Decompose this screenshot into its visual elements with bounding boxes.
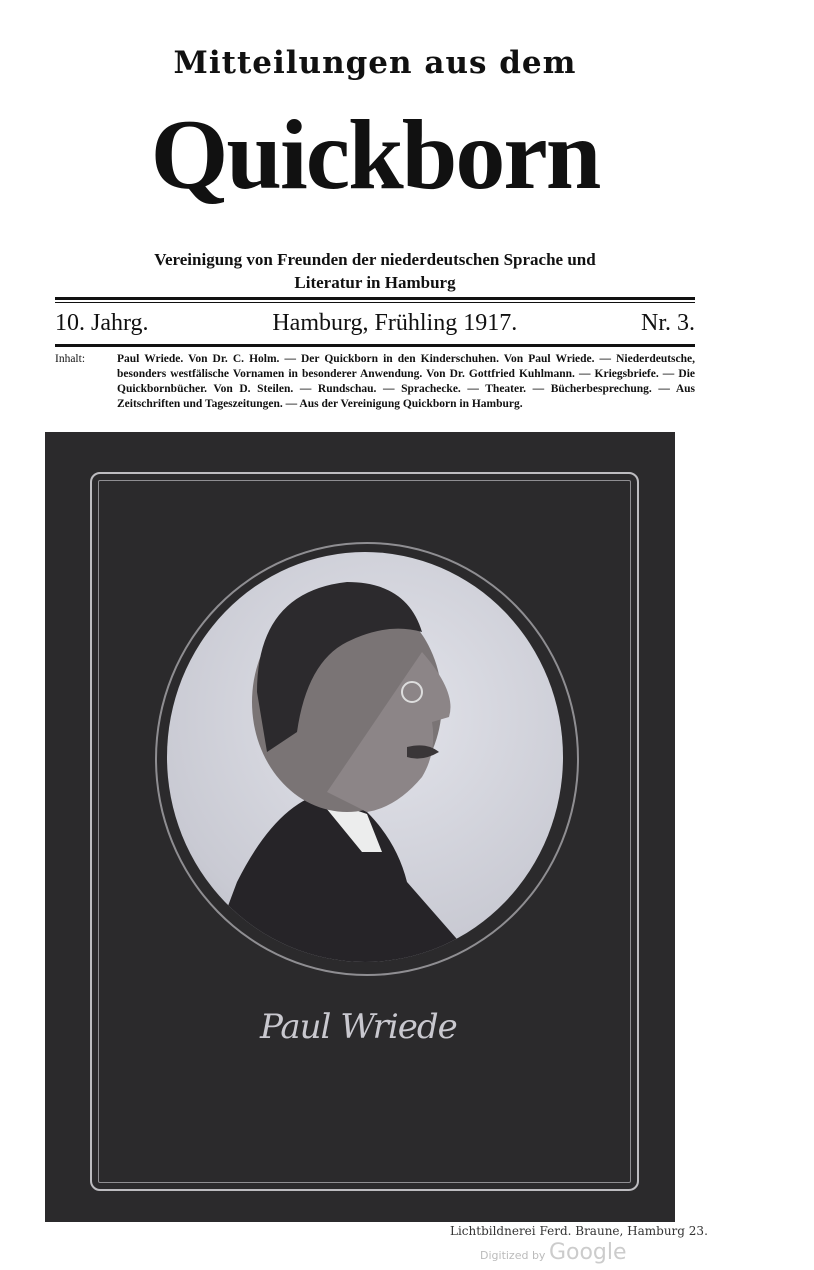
masthead-subtitle xyxy=(55,248,695,294)
masthead-kicker: Mitteilungen aus dem xyxy=(173,45,577,81)
google-logo: Google xyxy=(548,1240,627,1265)
issue-line xyxy=(55,310,695,340)
subtitle-line-2: Literatur in Hamburg xyxy=(294,273,456,292)
table-of-contents xyxy=(55,352,695,412)
divider xyxy=(55,344,695,347)
signature: Paul Wriede xyxy=(260,1007,457,1047)
man-profile-image xyxy=(167,552,563,962)
watermark-prefix: Digitized by xyxy=(480,1249,546,1262)
issue-volume: 10. Jahrg. xyxy=(55,310,149,336)
digitized-watermark xyxy=(480,1240,627,1265)
contents-label: Inhalt: xyxy=(55,353,86,365)
portrait-plate xyxy=(45,432,675,1222)
issue-number: Nr. 3. xyxy=(640,310,695,336)
issue-place-date: Hamburg, Frühling 1917. xyxy=(272,310,518,336)
divider xyxy=(55,297,695,300)
portrait-photo xyxy=(167,552,563,962)
photo-credit: Lichtbildnerei Ferd. Braune, Hamburg 23. xyxy=(450,1224,708,1238)
masthead-title: Quickborn xyxy=(150,99,600,210)
contents-text: Paul Wriede. Von Dr. C. Holm. — Der Quickborn in den Kinderschuhen. Von Paul Wriede. — Niederdeutsche, besonders westfälische Vornamen in besonderer Anwendung. Von Dr. Gottfried Kuhlmann. — Kriegsbriefe. — Die Quickbornbücher. Von D. Steilen. — Rundschau. — Sprachecke. — Theater. — Bücherbesprechung. — Aus Zeitschriften und Tageszeitungen. — Aus der Vereinigung Quickborn in Hamburg. xyxy=(117,353,695,410)
subtitle-line-1: Vereinigung von Freunden der niederdeutschen Sprache und xyxy=(154,250,596,269)
divider xyxy=(55,302,695,303)
